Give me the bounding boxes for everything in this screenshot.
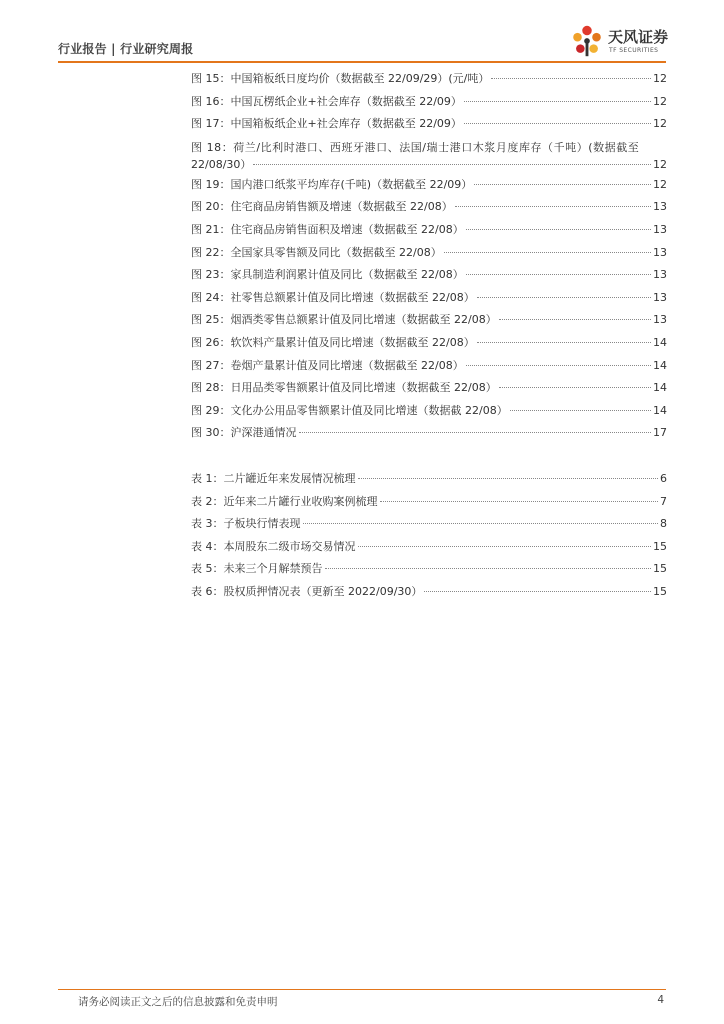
toc-entry-page: 12 [653, 157, 667, 171]
toc-entry-page: 13 [653, 245, 667, 259]
dot-leader [491, 78, 651, 79]
toc-figure-entry[interactable] [191, 176, 667, 199]
toc-entry-label: 图 21：住宅商品房销售面积及增速（数据截至 22/08） [191, 222, 464, 236]
toc-entry-page: 15 [653, 584, 667, 598]
dot-leader [380, 501, 659, 502]
report-breadcrumb: 行业报告 | 行业研究周报 [58, 42, 194, 56]
toc-entry-label: 表 5：未来三个月解禁预告 [191, 562, 323, 576]
header-divider [58, 61, 666, 63]
toc-entry-label: 表 4：本周股东二级市场交易情况 [191, 539, 356, 553]
toc-entry-label: 图 19：国内港口纸浆平均库存(千吨)（数据截至 22/09） [191, 177, 473, 191]
toc-figure-entry[interactable] [191, 311, 667, 334]
flower-logo-icon [568, 22, 606, 60]
dot-leader [325, 568, 652, 569]
toc-figure-entry[interactable] [191, 334, 667, 357]
toc-entry-label: 图 17：中国箱板纸企业+社会库存（数据截至 22/09） [191, 117, 462, 131]
company-logo [568, 22, 678, 62]
toc-entry-page: 12 [653, 72, 667, 85]
toc-figure-entry[interactable] [191, 138, 667, 172]
toc-entry-page: 12 [653, 117, 667, 131]
footer-disclaimer: 请务必阅读正文之后的信息披露和免责申明 [78, 996, 278, 1008]
toc-entry-label: 表 6：股权质押情况表（更新至 2022/09/30） [191, 584, 423, 598]
dot-leader [464, 123, 651, 124]
toc-entry-label: 图 30：沪深港通情况 [191, 426, 297, 440]
toc-entry-label: 图 16：中国瓦楞纸企业+社会库存（数据截至 22/09） [191, 94, 462, 108]
toc-entry-label: 图 23：家具制造利润累计值及同比（数据截至 22/08） [191, 268, 464, 282]
toc-figure-entry[interactable] [191, 379, 667, 402]
toc-table-entry[interactable] [191, 538, 667, 561]
toc-entry-label: 表 1：二片罐近年来发展情况梳理 [191, 471, 356, 485]
toc-figure-entry[interactable] [191, 93, 667, 116]
dot-leader [499, 387, 651, 388]
dot-leader [466, 274, 651, 275]
toc-figure-entry[interactable] [191, 424, 667, 447]
toc-entry-label: 图 28：日用品类零售额累计值及同比增速（数据截至 22/08） [191, 381, 497, 395]
toc-figure-entry[interactable] [191, 266, 667, 289]
toc-entry-label: 表 3：子板块行情表现 [191, 517, 301, 531]
toc-entry-page: 14 [653, 335, 667, 349]
toc-table-entry[interactable] [191, 493, 667, 516]
toc-figure-entry[interactable] [191, 402, 667, 425]
toc-entry-label: 图 24：社零售总额累计值及同比增速（数据截至 22/08） [191, 290, 475, 304]
logo-chinese-name: 天风证券 [608, 28, 669, 46]
toc-entry-page: 12 [653, 94, 667, 108]
logo-english-name: TF SECURITIES [609, 47, 659, 54]
toc-figure-entry[interactable] [191, 357, 667, 380]
toc-figure-entry[interactable] [191, 244, 667, 267]
toc-entry-label: 图 29：文化办公用品零售额累计值及同比增速（数据截 22/08） [191, 403, 508, 417]
dot-leader [444, 252, 651, 253]
dot-leader [358, 478, 659, 479]
toc-entry-page: 6 [660, 471, 667, 485]
dot-leader [499, 319, 651, 320]
footer-divider [58, 989, 666, 990]
dot-leader [253, 164, 651, 165]
toc-entry-page: 14 [653, 403, 667, 417]
toc-entry-page: 8 [660, 517, 667, 531]
toc-entry-page: 15 [653, 539, 667, 553]
toc-figure-entry[interactable] [191, 221, 667, 244]
toc-entry-label: 图 20：住宅商品房销售额及增速（数据截至 22/08） [191, 200, 453, 214]
dot-leader [466, 229, 651, 230]
toc-entry-label: 图 22：全国家具零售额及同比（数据截至 22/08） [191, 245, 442, 259]
dot-leader [477, 297, 651, 298]
toc-figure-entry[interactable] [191, 198, 667, 221]
toc-figure-entry[interactable] [191, 70, 667, 93]
toc-entry-page: 17 [653, 426, 667, 440]
table-of-contents [191, 70, 667, 605]
dot-leader [358, 546, 652, 547]
toc-figure-entry[interactable] [191, 289, 667, 312]
toc-entry-page: 12 [653, 177, 667, 191]
toc-entry-page: 13 [653, 268, 667, 282]
toc-table-entry[interactable] [191, 515, 667, 538]
toc-figure-entry[interactable] [191, 115, 667, 138]
toc-entry-page: 13 [653, 313, 667, 327]
section-gap [191, 447, 667, 470]
toc-table-entry[interactable] [191, 560, 667, 583]
toc-entry-page: 13 [653, 200, 667, 214]
dot-leader [303, 523, 659, 524]
toc-table-entry[interactable] [191, 583, 667, 606]
dot-leader [455, 206, 651, 207]
dot-leader [424, 591, 651, 592]
dot-leader [464, 101, 651, 102]
dot-leader [299, 432, 652, 433]
toc-entry-page: 7 [660, 494, 667, 508]
toc-entry-label: 图 27：卷烟产量累计值及同比增速（数据截至 22/08） [191, 358, 464, 372]
toc-entry-label: 图 15：中国箱板纸日度均价（数据截至 22/09/29）(元/吨） [191, 72, 490, 85]
toc-entry-label: 图 18：荷兰/比利时港口、西班牙港口、法国/瑞士港口木浆月度库存（千吨）(数据截至 [191, 140, 640, 154]
toc-entry-label-continued: 22/08/30） [191, 157, 252, 171]
dot-leader [510, 410, 651, 411]
toc-entry-label: 表 2：近年来二片罐行业收购案例梳理 [191, 494, 378, 508]
dot-leader [477, 342, 651, 343]
toc-entry-label: 图 25：烟酒类零售总额累计值及同比增速（数据截至 22/08） [191, 313, 497, 327]
toc-entry-page: 14 [653, 358, 667, 372]
dot-leader [466, 365, 651, 366]
toc-entry-page: 13 [653, 290, 667, 304]
toc-entry-page: 13 [653, 222, 667, 236]
dot-leader [474, 184, 651, 185]
toc-entry-page: 14 [653, 381, 667, 395]
page-number: 4 [657, 994, 664, 1006]
toc-table-entry[interactable] [191, 470, 667, 493]
toc-entry-page: 15 [653, 562, 667, 576]
toc-entry-label: 图 26：软饮料产量累计值及同比增速（数据截至 22/08） [191, 335, 475, 349]
